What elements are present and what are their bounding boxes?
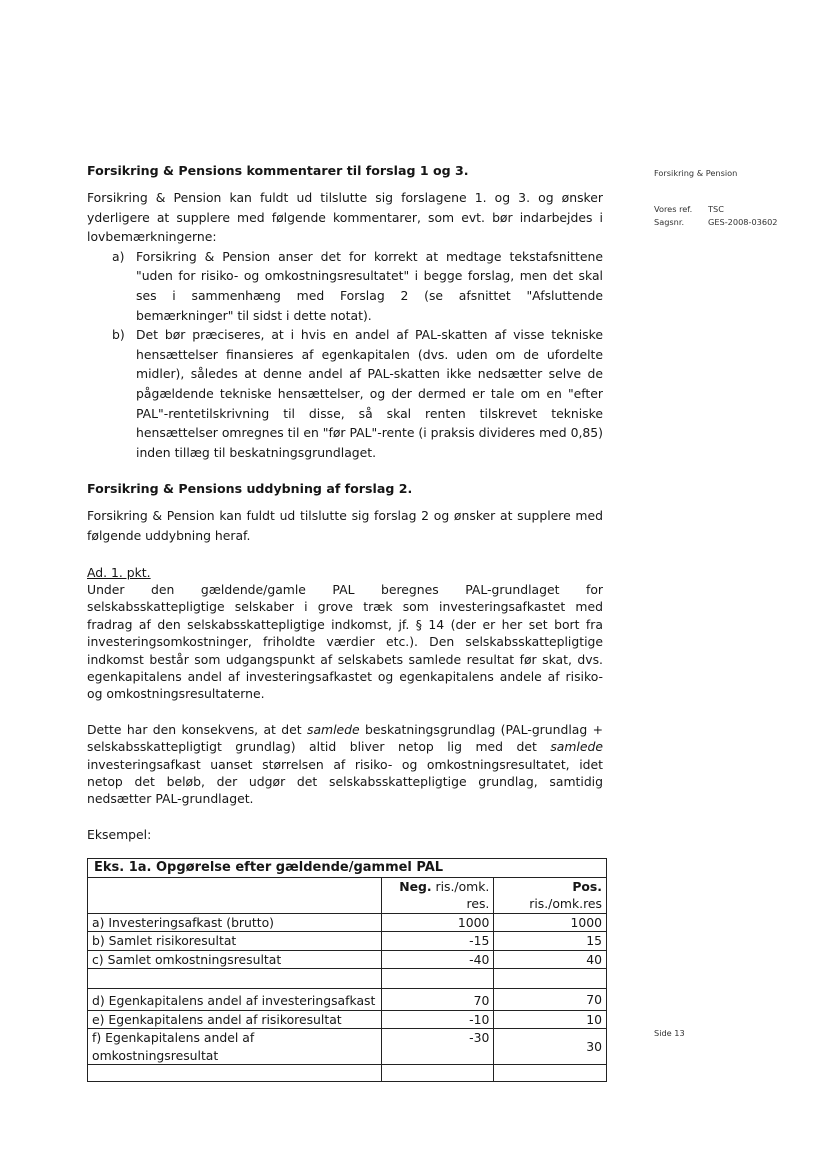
row-neg: 70 [382, 989, 494, 1011]
paragraph-2-part: investeringsafkast uanset størrelsen af risiko- og omkostningsresultatet, idet netop det beløb, der udgør det selskabsskattepligtige grundlag, samtidig nedsætter PAL-grundlaget. [87, 756, 603, 807]
table-row [88, 989, 607, 1011]
page-number: Side 13 [654, 1028, 685, 1038]
row-label: c) Samlet omkostningsresultat [88, 950, 382, 969]
row-pos: 30 [494, 1029, 607, 1065]
table-row [88, 1065, 607, 1082]
row-neg: -30 [382, 1029, 494, 1065]
comment-list [87, 247, 603, 463]
row-pos [494, 1065, 607, 1082]
list-item-text: Forsikring & Pension anser det for korrekt at medtage tekstafsnittene "uden for risiko- og omkostningsresultatet" i begge forslag, men det skal ses i sammenhæng med Forslag 2 (se afsnittet "Afsluttende bemærkninger" til sidst i dette notat). [136, 248, 603, 323]
table-row [88, 950, 607, 969]
table-header-row [88, 877, 607, 913]
row-neg: -40 [382, 950, 494, 969]
table-row [88, 969, 607, 989]
paragraph-2 [87, 721, 603, 808]
section2-heading: Forsikring & Pensions uddybning af forslag 2. [87, 481, 413, 497]
example-label: Eksempel: [87, 826, 152, 842]
emphasis: samlede [550, 739, 603, 755]
section1-heading: Forsikring & Pensions kommentarer til forslag 1 og 3. [87, 163, 469, 178]
example-table [87, 858, 607, 1082]
row-pos: 1000 [494, 913, 607, 932]
header-pos-bold: Pos. [572, 878, 602, 894]
row-label: d) Egenkapitalens andel af investeringsafkast [88, 989, 382, 1011]
row-pos: 70 [494, 989, 607, 1011]
ref-label: Vores ref. [654, 204, 693, 214]
table-row [88, 1029, 607, 1065]
header-neg-bold: Neg. [399, 878, 432, 894]
row-pos: 15 [494, 932, 607, 951]
row-label: e) Egenkapitalens andel af risikoresultat [88, 1010, 382, 1029]
row-neg: 1000 [382, 913, 494, 932]
list-marker: a) [112, 248, 125, 264]
header-empty [88, 877, 382, 913]
table-row [88, 1010, 607, 1029]
subheading: Ad. 1. pkt. [87, 564, 151, 580]
case-value: GES-2008-03602 [708, 217, 778, 227]
list-item [87, 325, 603, 462]
table-title: Eks. 1a. Opgørelse efter gældende/gammel PAL [88, 859, 607, 878]
table-title-row [88, 859, 607, 878]
row-label [88, 1065, 382, 1082]
row-pos [494, 969, 607, 989]
section2-body [87, 564, 603, 844]
table-row [88, 913, 607, 932]
case-label: Sagsnr. [654, 217, 685, 227]
list-item [87, 247, 603, 325]
header-neg-rest: ris./omk. res. [431, 878, 490, 911]
row-label: a) Investeringsafkast (brutto) [88, 913, 382, 932]
list-item-text: Det bør præciseres, at i hvis en andel af PAL-skatten af visse tekniske hensættelser finansieres af egenkapitalen (dvs. uden om de ufordelte midler), således at denne andel af PAL-skatten ikke nedsætter selve de pågældende tekniske hensættelser, og der dermed er tale om en "efter PAL"-rentetilskrivning til disse, så skal renten tilskrevet tekniske hensættelser omregnes til en "før PAL"-rente (i praksis divideres med 0,85) inden tillæg til beskatningsgrundlaget. [136, 327, 603, 460]
sidebar-reference [654, 203, 778, 229]
header-negative [382, 877, 494, 913]
row-label: f) Egenkapitalens andel af omkostningsresultat [88, 1029, 382, 1065]
sidebar-org: Forsikring & Pension [654, 168, 738, 178]
paragraph-2-part: Dette har den konsekvens, at det [87, 721, 307, 737]
section2-intro: Forsikring & Pension kan fuldt ud tilslutte sig forslag 2 og ønsker at supplere med følgende uddybning heraf. [87, 508, 603, 543]
section1-intro: Forsikring & Pension kan fuldt ud tilslutte sig forslagene 1. og 3. og ønsker yderligere at supplere med følgende kommentarer, som evt. bør indarbejdes i lovbemærkningerne: [87, 190, 603, 245]
paragraph-1: Under den gældende/gamle PAL beregnes PAL-grundlaget for selskabsskattepligtige selskaber i grove træk som investeringsafkastet med fradrag af den selskabsskattepligtige indkomst, jf. § 14 (der er her set bort fra investeringsomkostninger, friholdte værdier etc.). Den selskabsskattepligtige indkomst består som udgangspunkt af selskabets samlede resultat før skat, dvs. egenkapitalens andel af investeringsafkastet og egenkapitalens andele af risiko- og omkostningsresultaterne. [87, 581, 603, 702]
table-row [88, 932, 607, 951]
row-neg: -10 [382, 1010, 494, 1029]
row-label: b) Samlet risikoresultat [88, 932, 382, 951]
header-positive [494, 877, 607, 913]
row-label [88, 969, 382, 989]
list-marker: b) [112, 327, 125, 343]
row-pos: 40 [494, 950, 607, 969]
main-content [87, 162, 603, 843]
paragraph-2-part: beskatningsgrundlag (PAL-grundlag + selskabsskattepligtigt grundlag) altid bliver netop lig med det [87, 721, 603, 755]
row-neg: -15 [382, 932, 494, 951]
emphasis: samlede [307, 721, 360, 737]
row-neg [382, 969, 494, 989]
row-pos: 10 [494, 1010, 607, 1029]
row-neg [382, 1065, 494, 1082]
header-pos-rest: ris./omk.res [529, 896, 602, 911]
ref-value: TSC [708, 204, 724, 214]
